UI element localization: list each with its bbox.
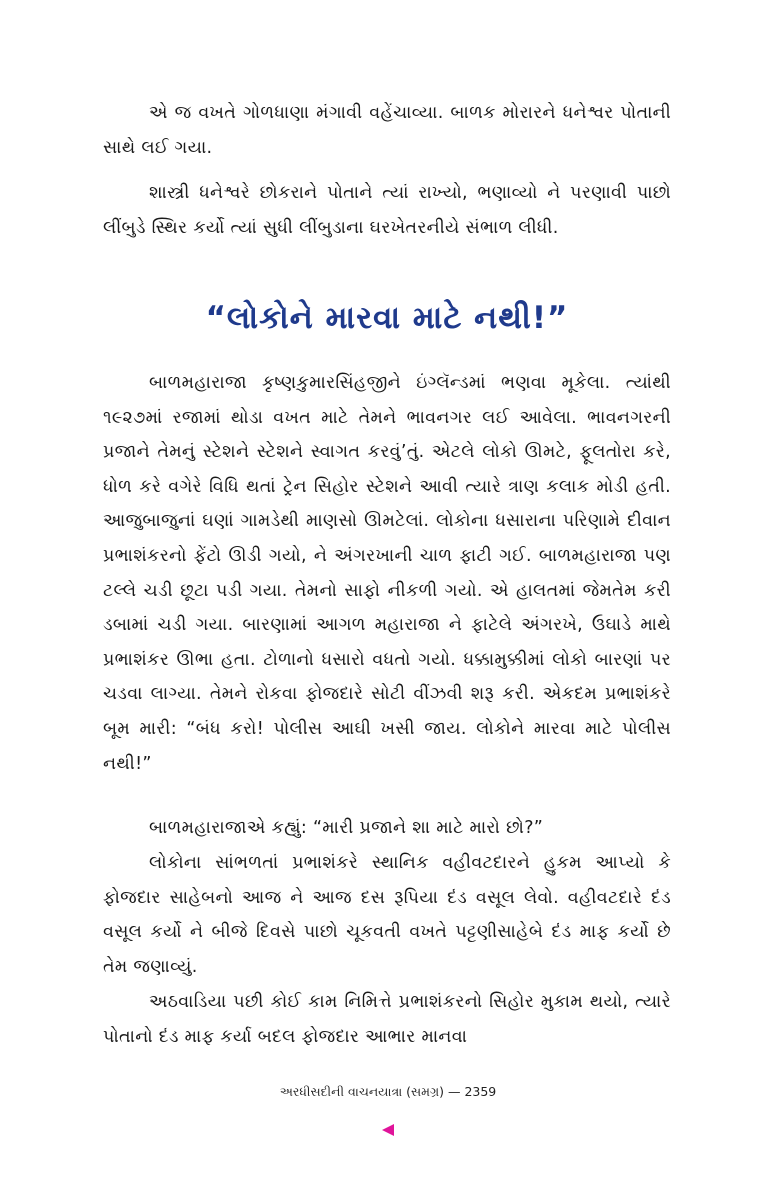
paragraph-body-2: બાળમહારાજાએ કહ્યું: “મારી પ્રજાને શા માટે મારો છો?” xyxy=(149,818,544,838)
previous-page-icon[interactable] xyxy=(382,1124,394,1136)
page-footer: અરધીસદીની વાચનયાત્રા (સમગ્ર) — 2359 xyxy=(279,1084,497,1099)
paragraph-top-2: શાસ્ત્રી ધનેશ્વરે છોકરાને પોતાને ત્યાં રાખ્યો, ભણાવ્યો ને પરણાવી પાછો લીંબુડે સ્થિર કર્યો ત્યાં સુધી લીંબુડાના ઘરખેતરનીયે સંભાળ લીધી. xyxy=(103,183,671,238)
paragraph-body-4: અઠવાડિયા પછી કોઈ કામ નિમિત્તે પ્રભાશંકરનો સિહોર મુકામ થયો, ત્યારે પોતાનો દંડ માફ કર્યા બદલ ફોજદાર આભાર માનવા xyxy=(103,992,671,1047)
paragraph-body-3: લોકોના સાંભળતાં પ્રભાશંકરે સ્થાનિક વહીવટદારને હુકમ આપ્યો કે ફોજદાર સાહેબનો આજ ને આજ દસ રૂપિયા દંડ વસૂલ લેવો. વહીવટદારે દંડ વસૂલ કર્યો ને બીજે દિવસે પાછો ચૂકવતી વખતે પટ્ટણીસાહેબે દંડ માફ કર્યો છે તેમ જણાવ્યું. xyxy=(103,853,671,977)
section-heading: “લોકોને મારવા માટે નથી!” xyxy=(205,300,569,336)
paragraph-body-1: બાળમહારાજા કૃષ્ણકુમારસિંહજીને ઇંગ્લૅન્ડમાં ભણવા મૂકેલા. ત્યાંથી ૧૯૨૭માં રજામાં થોડા વખત માટે તેમને ભાવનગર લઈ આવેલા. ભાવનગરની પ્રજાને તેમનું સ્ટેશને સ્ટેશને સ્વાગત કરવું’તું. એટલે લોકો ઊમટે, ફૂલતોરા કરે, ધોળ કરે વગેરે વિધિ થતાં ટ્રેન સિહોર સ્ટેશને આવી ત્યારે ત્રાણ કલાક મોડી હતી. આજુબાજુનાં ઘણાં ગામડેથી માણસો ઊમટેલાં. લોકોના ધસારાના પરિણામે દીવાન પ્રભાશંકરનો ફેંટો ઊડી ગયો, ને અંગરખાની ચાળ ફાટી ગઈ. બાળમહારાજા પણ ટલ્લે ચડી છૂટા પડી ગયા. તેમનો સાફો નીકળી ગયો. એ હાલતમાં જેમતેમ કરી ડબામાં ચડી ગયા. બારણામાં આગળ મહારાજા ને ફાટેલે અંગરખે, ઉઘાડે માથે પ્રભાશંકર ઊભા હતા. ટોળાનો ધસારો વધતો ગયો. ધક્કામુક્કીમાં લોકો બારણાં પર ચડવા લાગ્યા. તેમને રોકવા ફોજદારે સોટી વીંઝવી શરૂ કરી. એકદમ પ્રભાશંકરે બૂમ મારી: “બંધ કરો! પોલીસ આઘી ખસી જાય. લોકોને મારવા માટે પોલીસ નથી!” xyxy=(103,373,671,774)
paragraph-top-1: એ જ વખતે ગોળધાણા મંગાવી વહેંચાવ્યા. બાળક મોરારને ધનેશ્વર પોતાની સાથે લઈ ગયા. xyxy=(103,103,671,158)
